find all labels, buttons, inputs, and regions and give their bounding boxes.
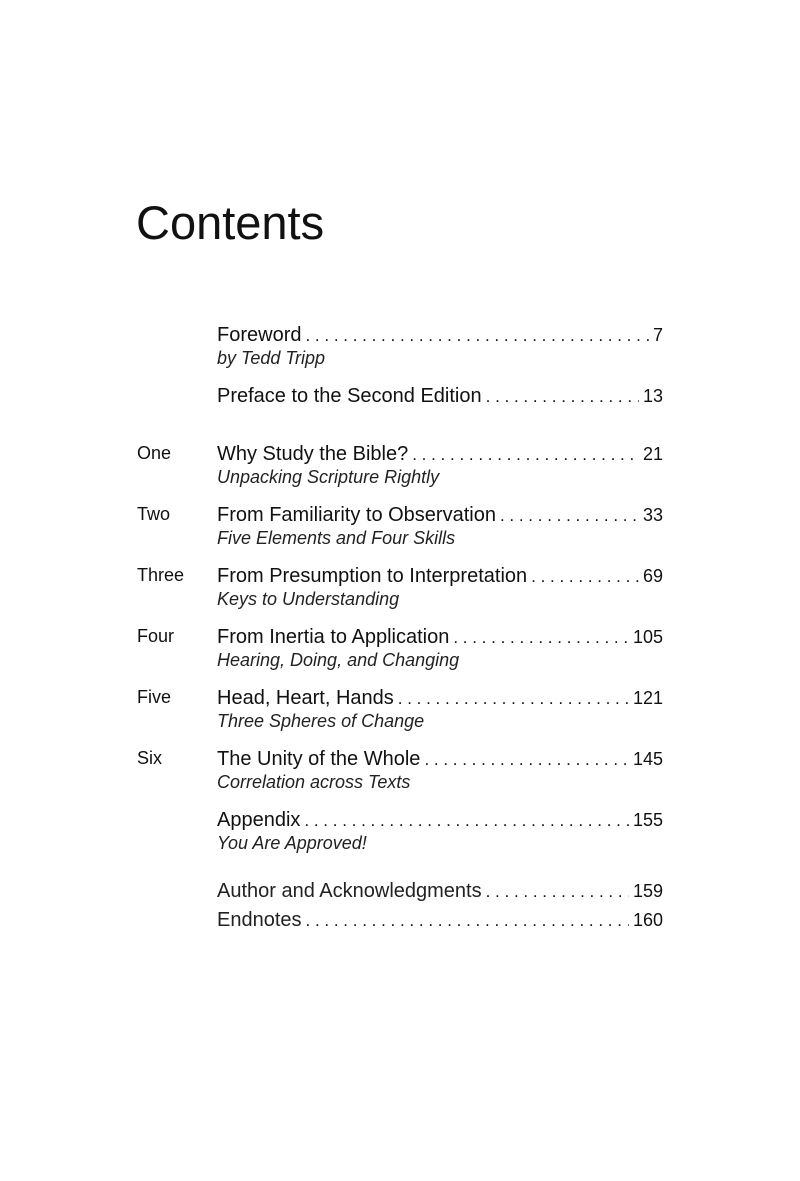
- dot-leader: [412, 443, 639, 467]
- page-number: 13: [642, 386, 663, 406]
- page-number: 121: [632, 688, 663, 708]
- dot-leader: [424, 748, 629, 772]
- page-number: 145: [632, 749, 663, 769]
- entry-title: From Presumption to Interpretation: [217, 565, 528, 587]
- page-number: 33: [642, 505, 663, 525]
- page-number: 160: [632, 910, 663, 930]
- dot-leader: [398, 687, 629, 711]
- entry-subtitle: Keys to Understanding: [217, 589, 400, 609]
- entry-title: From Familiarity to Observation: [217, 504, 496, 526]
- entry-title: Foreword: [217, 324, 302, 346]
- dot-leader: [306, 909, 629, 933]
- entry-title: From Inertia to Application: [217, 626, 450, 648]
- dot-leader: [531, 565, 639, 589]
- entry-subtitle: Hearing, Doing, and Changing: [217, 650, 460, 670]
- entry-title: Preface to the Second Edition: [217, 385, 482, 407]
- page-number: 105: [632, 627, 663, 647]
- dot-leader: [486, 880, 629, 904]
- dot-leader: [304, 809, 629, 833]
- entry-title: Appendix: [217, 809, 301, 831]
- entry-title: Endnotes: [217, 909, 302, 931]
- dot-leader: [305, 324, 649, 348]
- entry-subtitle: Five Elements and Four Skills: [217, 528, 456, 548]
- entry-subtitle: You Are Approved!: [217, 833, 367, 853]
- chapter-label: Five: [137, 687, 172, 707]
- page-number: 159: [632, 881, 663, 901]
- chapter-label: Three: [137, 565, 185, 585]
- page-number: 69: [642, 566, 663, 586]
- entry-subtitle: Unpacking Scripture Rightly: [217, 467, 440, 487]
- entry-subtitle: by Tedd Tripp: [217, 348, 326, 368]
- entry-title: Head, Heart, Hands: [217, 687, 394, 709]
- entry-title: Why Study the Bible?: [217, 443, 409, 465]
- page-number: 7: [652, 325, 663, 345]
- entry-title: The Unity of the Whole: [217, 748, 421, 770]
- chapter-label: Two: [137, 504, 171, 524]
- dot-leader: [486, 385, 639, 409]
- chapter-label: One: [137, 443, 172, 463]
- entry-subtitle: Three Spheres of Change: [217, 711, 425, 731]
- chapter-label: Six: [137, 748, 163, 768]
- chapter-label: Four: [137, 626, 175, 646]
- entry-subtitle: Correlation across Texts: [217, 772, 411, 792]
- page-number: 21: [642, 444, 663, 464]
- page-title: Contents: [136, 196, 325, 249]
- entry-title: Author and Acknowledgments: [217, 880, 482, 902]
- dot-leader: [500, 504, 639, 528]
- page-number: 155: [632, 810, 663, 830]
- dot-leader: [453, 626, 629, 650]
